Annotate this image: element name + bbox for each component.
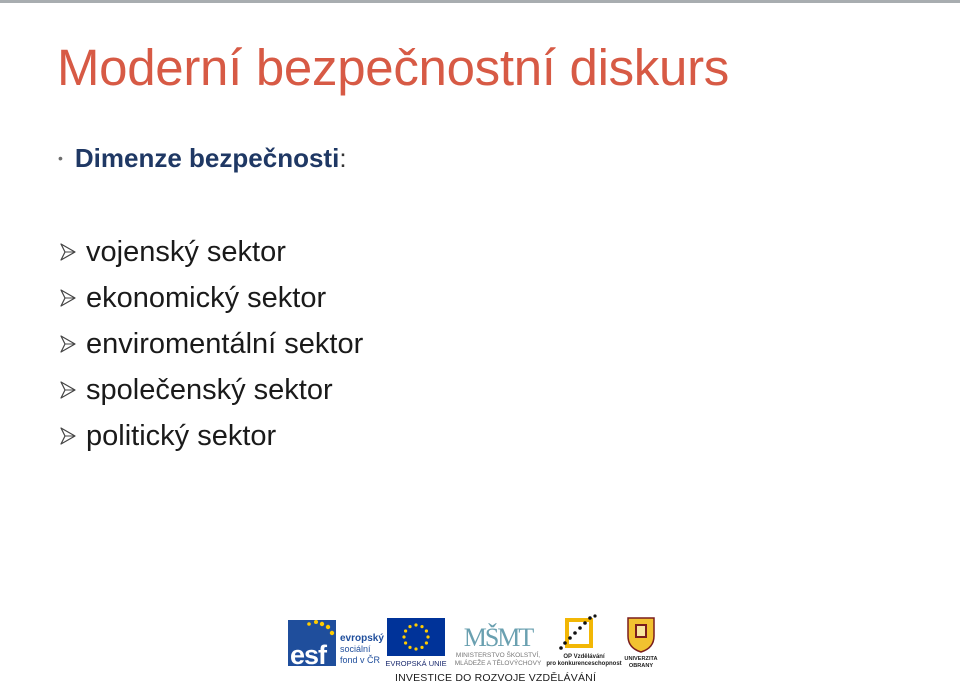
slide-title: Moderní bezpečnostní diskurs (57, 39, 729, 96)
bullet-dot-icon: • (58, 150, 63, 166)
svg-text:OP Vzdělávání: OP Vzdělávání (563, 654, 605, 660)
svg-text:MŠMT: MŠMT (463, 623, 533, 652)
univerzita-obrany-logo (622, 614, 660, 668)
list-item (60, 275, 363, 321)
arrow-bullet-icon (60, 289, 86, 307)
main-bullet-label: Dimenze bezpečnosti (74, 142, 340, 173)
msmt-logo (450, 614, 546, 668)
investice-tagline: INVESTICE DO ROZVOJE VZDĚLÁVÁNÍ (395, 672, 597, 684)
sector-list (60, 229, 363, 459)
eu-flag-logo (387, 614, 445, 668)
svg-text:EVROPSKÁ UNIE: EVROPSKÁ UNIE (385, 659, 447, 668)
op-vk-logo (546, 614, 622, 668)
list-item (60, 321, 363, 367)
main-bullet (58, 139, 347, 177)
arrow-bullet-icon (60, 243, 86, 261)
sector-label: vojenský sektor (86, 235, 286, 268)
arrow-bullet-icon (60, 335, 86, 353)
funding-logos (288, 612, 660, 668)
arrow-bullet-icon (60, 427, 86, 445)
svg-text:esf: esf (290, 640, 327, 670)
svg-text:fond v ČR: fond v ČR (340, 655, 381, 665)
list-item (60, 413, 363, 459)
top-rule (0, 0, 960, 3)
svg-text:sociální: sociální (340, 644, 371, 654)
esf-logo (288, 614, 382, 668)
arrow-bullet-icon (60, 381, 86, 399)
sector-label: společenský sektor (86, 373, 333, 406)
svg-text:MLÁDEŽE A TĚLOVÝCHOVY: MLÁDEŽE A TĚLOVÝCHOVY (454, 660, 542, 667)
list-item (60, 229, 363, 275)
sector-label: ekonomický sektor (86, 281, 327, 314)
svg-text:OBRANY: OBRANY (628, 663, 654, 669)
sector-label: politický sektor (86, 419, 277, 452)
svg-text:pro konkurenceschopnost: pro konkurenceschopnost (546, 661, 622, 667)
main-bullet-colon: : (339, 142, 347, 173)
svg-text:UNIVERZITA: UNIVERZITA (624, 656, 658, 662)
svg-text:evropský: evropský (340, 633, 384, 644)
list-item (60, 367, 363, 413)
sector-label: enviromentální sektor (86, 327, 364, 360)
svg-text:MINISTERSTVO ŠKOLSTVÍ,: MINISTERSTVO ŠKOLSTVÍ, (455, 652, 541, 659)
